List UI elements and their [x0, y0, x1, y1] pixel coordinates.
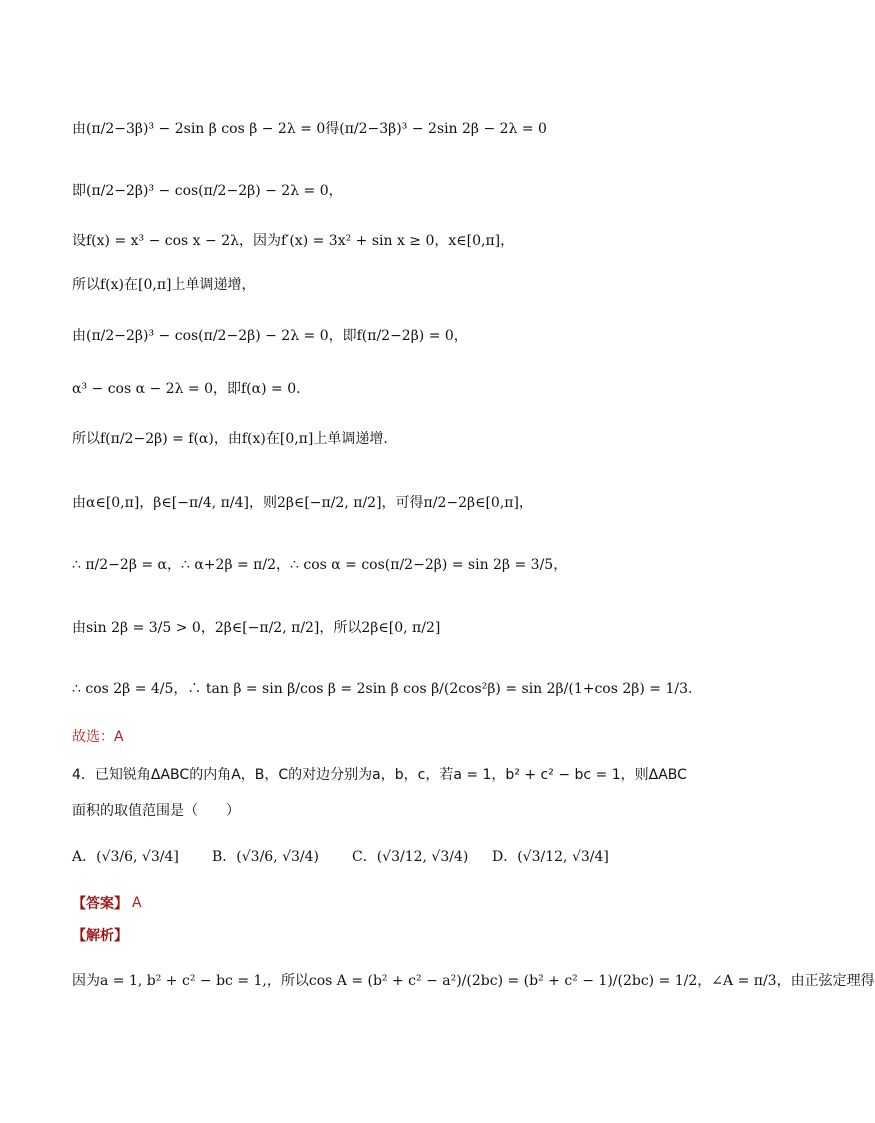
- solution-line-6: α³ − cos α − 2λ = 0，即f(α) = 0.: [72, 381, 301, 397]
- solution-line-2: 即(π/2−2β)³ − cos(π/2−2β) − 2λ = 0，: [72, 183, 343, 199]
- option-b: B．(√3/6, √3/4): [212, 849, 320, 865]
- question-4-stem-line-1: 4．已知锐角ΔABC的内角A，B，C的对边分别为a，b，c，若a = 1，b² + c² − bc = 1，则ΔABC: [72, 767, 687, 783]
- solution-line-8: 由α∈[0,π]，β∈[−π/4, π/4]，则2β∈[−π/2, π/2]，可得π/2−2β∈[0,π]，: [72, 495, 533, 511]
- answer-label: 【答案】: [72, 896, 128, 912]
- solution-line-3: 设f(x) = x³ − cos x − 2λ，因为f′(x) = 3x² + sin x ≥ 0，x∈[0,π]，: [72, 233, 515, 249]
- solution-line-5: 由(π/2−2β)³ − cos(π/2−2β) − 2λ = 0，即f(π/2−2β) = 0，: [72, 328, 468, 344]
- solution-line-7: 所以f(π/2−2β) = f(α)，由f(x)在[0,π]上单调递增.: [72, 431, 388, 447]
- question-4-options: [72, 846, 632, 866]
- option-a: A．(√3/6, √3/4]: [72, 849, 179, 865]
- option-c: C．(√3/12, √3/4): [352, 849, 469, 865]
- solution-line-11: ∴ cos 2β = 4/5，∴ tan β = sin β/cos β = 2sin β cos β/(2cos²β) = sin 2β/(1+cos 2β) = 1/3.: [72, 681, 693, 697]
- analysis-label: 【解析】: [72, 928, 128, 944]
- choice-line: 故选：A: [72, 729, 124, 745]
- answer-line: [72, 893, 142, 913]
- analysis-line-1: 因为a = 1, b² + c² − bc = 1,，所以cos A = (b² + c² − a²)/(2bc) = (b² + c² − 1)/(2bc) = 1/2，∠A = π/3，由正弦定理得: [72, 973, 875, 989]
- solution-line-4: 所以f(x)在[0,π]上单调递增，: [72, 277, 256, 293]
- answer-value: A: [132, 895, 142, 911]
- solution-line-1: 由(π/2−3β)³ − 2sin β cos β − 2λ = 0得(π/2−3β)³ − 2sin 2β − 2λ = 0: [72, 121, 547, 137]
- question-4-stem-line-2: 面积的取值范围是（ ）: [72, 803, 240, 819]
- solution-line-10: 由sin 2β = 3/5 > 0，2β∈[−π/2, π/2]，所以2β∈[0, π/2]: [72, 620, 441, 636]
- analysis-heading: [72, 925, 128, 945]
- solution-line-9: ∴ π/2−2β = α，∴ α+2β = π/2，∴ cos α = cos(π/2−2β) = sin 2β = 3/5，: [72, 557, 568, 573]
- option-d: D．(√3/12, √3/4]: [492, 849, 609, 865]
